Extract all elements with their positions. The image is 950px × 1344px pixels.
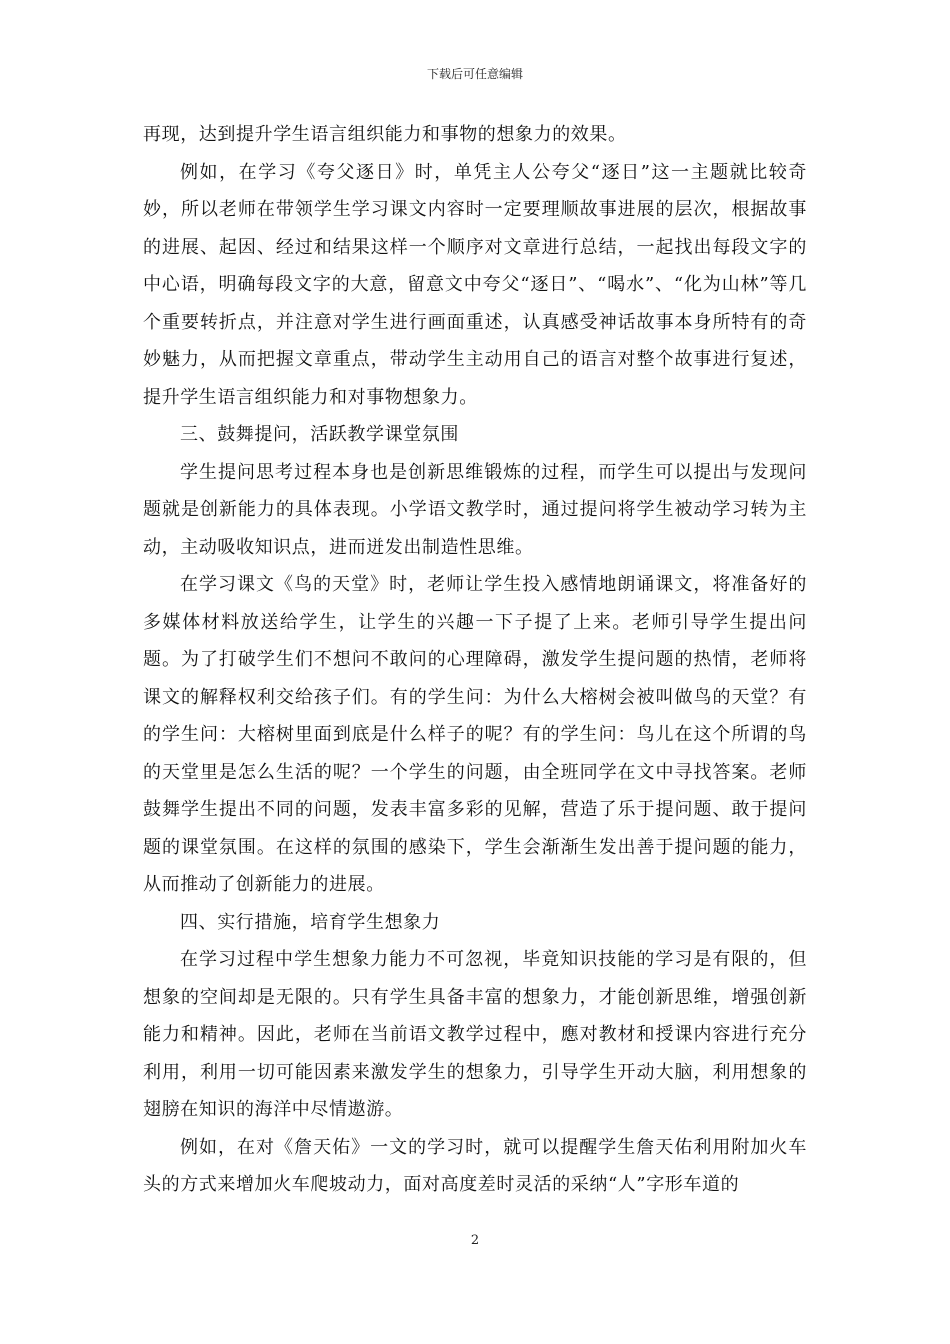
paragraph-1: 再现，达到提升学生语言组织能力和事物的想象力的效果。 (143, 124, 627, 145)
paragraph-2: 例如，在学习《夸父逐日》时，单凭主人公夸父“逐日”这一主题就比较奇妙，所以老师在带领学生学习课文内容时一定要理顺故事进展的层次，根据故事的进展、起因、经过和结果这样一个顺序对文章进行总结，一起找出每段文字的中心语，明确每段文字的大意，留意文中夸父“逐日”、“喝水”、“化为山林”等几个重要转折点，并注意对学生进行画面重述，认真感受神话故事本身所特有的奇妙魅力，从而把握文章重点，带动学生主动用自己的语言对整个故事进行复述，提升学生语言组织能力和对事物想象力。 (143, 161, 807, 408)
document-body (143, 116, 807, 1204)
section-heading-3: 三、鼓舞提问，活跃教学课堂氛围 (180, 424, 459, 445)
section-heading-4: 四、实行措施，培育学生想象力 (180, 911, 441, 933)
paragraph-6: 例如，在对《詹天佑》一文的学习时，就可以提醒学生詹天佑利用附加火车头的方式来增加火车爬坡动力，面对高度差时灵活的采纳“人”字形车道的 (143, 1136, 807, 1195)
page-header: 下载后可任意编辑 (426, 67, 523, 81)
paragraph-3: 学生提问思考过程本身也是创新思维锻炼的过程，而学生可以提出与发现问题就是创新能力的具体表现。小学语文教学时，通过提问将学生被动学习转为主动，主动吸收知识点，进而迸发出制造性思维。 (143, 461, 807, 558)
paragraph-4: 在学习课文《鸟的天堂》时，老师让学生投入感情地朗诵课文，将准备好的多媒体材料放送给学生，让学生的兴趣一下子提了上来。老师引导学生提出问题。为了打破学生们不想问不敢问的心理障碍，激发学生提问题的热情，老师将课文的解释权利交给孩子们。有的学生问：为什么大榕树会被叫做鸟的天堂？有的学生问：大榕树里面到底是什么样子的呢？有的学生问：鸟儿在这个所谓的鸟的天堂里是怎么生活的呢？一个学生的问题，由全班同学在文中寻找答案。老师鼓舞学生提出不同的问题，发表丰富多彩的见解，营造了乐于提问题、敢于提问题的课堂氛围。在这样的氛围的感染下，学生会渐渐生发出善于提问题的能力，从而推动了创新能力的进展。 (143, 574, 807, 895)
page-number: 2 (470, 1233, 480, 1248)
paragraph-5: 在学习过程中学生想象力能力不可忽视，毕竟知识技能的学习是有限的，但想象的空间却是无限的。只有学生具备丰富的想象力，才能创新思维，增强创新能力和精神。因此，老师在当前语文教学过程中，應对教材和授课内容进行充分利用，利用一切可能因素来激发学生的想象力，引导学生开动大脑，利用想象的翅膀在知识的海洋中尽情遨游。 (143, 949, 807, 1120)
